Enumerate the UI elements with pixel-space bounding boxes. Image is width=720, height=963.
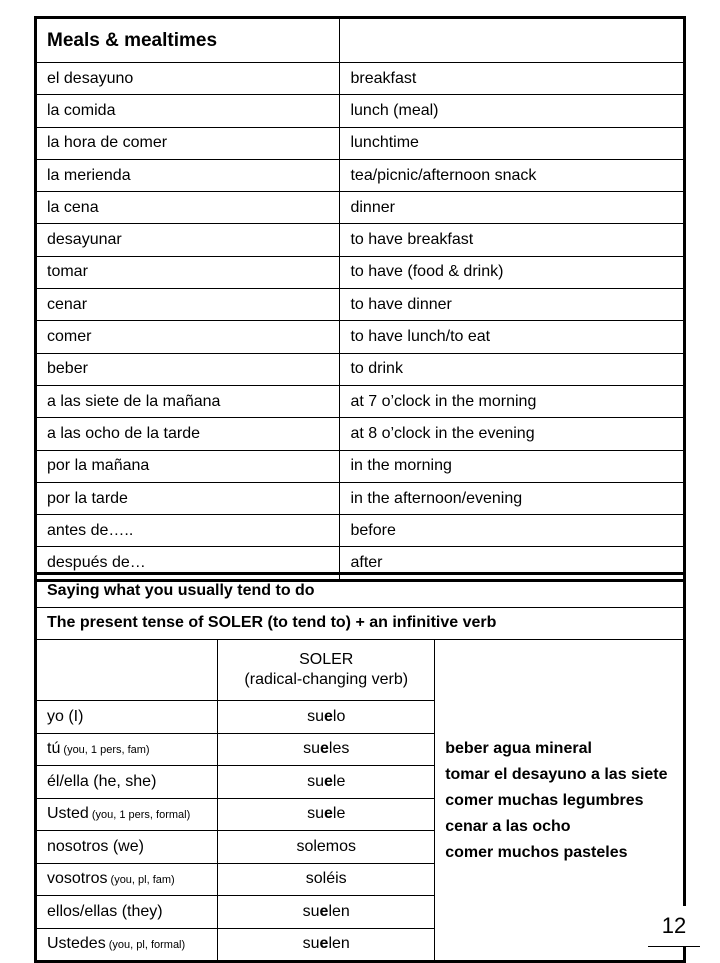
- conjugation-form: [218, 831, 435, 864]
- vocab-spanish: a las ocho de la tarde: [36, 418, 340, 450]
- conjugation-pronoun: [36, 701, 218, 734]
- vocab-spanish: antes de…..: [36, 515, 340, 547]
- example-phrase: tomar el desayuno a las siete: [445, 765, 668, 783]
- pronoun-label: tú: [47, 740, 61, 758]
- form-part: le: [332, 772, 346, 790]
- vocab-row: [36, 224, 685, 256]
- vocab-row: [36, 353, 685, 385]
- form-stem-change: e: [324, 707, 333, 725]
- example-phrase: comer muchos pasteles: [445, 843, 628, 861]
- conjugation-form: [218, 766, 435, 799]
- soler-verb-header: [218, 640, 435, 701]
- conjugation-form: [218, 701, 435, 734]
- pronoun-note: (you, 1 pers, fam): [60, 744, 150, 757]
- conjugation-form: [218, 863, 435, 896]
- vocab-row: [36, 385, 685, 417]
- soler-heading: Saying what you usually tend to do: [36, 574, 685, 608]
- vocab-row: [36, 127, 685, 159]
- vocab-row: [36, 515, 685, 547]
- conjugation-form: [218, 896, 435, 929]
- vocab-english: at 8 o’clock in the evening: [340, 418, 685, 450]
- conjugation-pronoun: [36, 733, 218, 766]
- vocab-header-empty: [340, 18, 685, 63]
- form-stem-change: e: [319, 902, 329, 920]
- form-part: su: [307, 772, 324, 790]
- soler-heading-row: [36, 574, 685, 608]
- vocab-row: [36, 418, 685, 450]
- pronoun-note: (you, pl, fam): [107, 874, 175, 887]
- vocab-english: to have dinner: [340, 289, 685, 321]
- soler-verb-header-empty: [36, 640, 218, 701]
- vocab-spanish: por la tarde: [36, 482, 340, 514]
- form-part: solemos: [296, 837, 357, 855]
- pronoun-label: él/ella (he, she): [47, 772, 157, 790]
- vocab-spanish: la merienda: [36, 159, 340, 191]
- vocab-english: to have (food & drink): [340, 256, 685, 288]
- vocab-spanish: tomar: [36, 256, 340, 288]
- vocab-row: [36, 159, 685, 191]
- conjugation-pronoun: [36, 831, 218, 864]
- form-stem-change: e: [319, 935, 329, 953]
- pronoun-note: (you, pl, formal): [105, 939, 186, 952]
- conjugation-pronoun: [36, 928, 218, 962]
- vocab-english: to have breakfast: [340, 224, 685, 256]
- form-part: len: [328, 935, 350, 953]
- pronoun-label: vosotros: [47, 870, 108, 888]
- vocab-spanish: por la mañana: [36, 450, 340, 482]
- vocab-row: [36, 192, 685, 224]
- pronoun-label: Usted: [47, 805, 89, 823]
- pronoun-label: Ustedes: [47, 935, 106, 953]
- page-number: 12: [648, 906, 700, 947]
- vocab-spanish: a las siete de la mañana: [36, 385, 340, 417]
- soler-table: [34, 572, 686, 963]
- pronoun-note: (you, 1 pers, formal): [88, 809, 191, 822]
- vocab-spanish: el desayuno: [36, 63, 340, 95]
- form-part: su: [307, 805, 324, 823]
- vocab-english: in the morning: [340, 450, 685, 482]
- vocab-table: [34, 16, 686, 582]
- form-stem-change: e: [324, 805, 333, 823]
- vocab-row: [36, 256, 685, 288]
- vocab-english: after: [340, 547, 685, 580]
- vocab-title: Meals & mealtimes: [36, 18, 340, 63]
- vocab-row: [36, 289, 685, 321]
- conjugation-form: [218, 928, 435, 962]
- form-part: su: [302, 902, 320, 920]
- form-stem-change: e: [320, 740, 329, 758]
- vocab-english: to have lunch/to eat: [340, 321, 685, 353]
- vocab-english: lunchtime: [340, 127, 685, 159]
- pronoun-label: yo (I): [47, 707, 84, 725]
- soler-verb-header-line1: SOLER: [299, 651, 354, 668]
- vocab-spanish: cenar: [36, 289, 340, 321]
- conjugation-pronoun: [36, 863, 218, 896]
- vocab-row: [36, 63, 685, 95]
- example-phrase: comer muchas legumbres: [445, 791, 644, 809]
- pronoun-label: nosotros (we): [47, 837, 144, 855]
- vocab-english: before: [340, 515, 685, 547]
- form-part: les: [328, 740, 350, 758]
- form-part: su: [302, 935, 320, 953]
- vocab-row: [36, 450, 685, 482]
- soler-verb-header-row: [36, 640, 685, 701]
- vocab-english: lunch (meal): [340, 95, 685, 127]
- vocab-spanish: la hora de comer: [36, 127, 340, 159]
- form-part: su: [303, 740, 320, 758]
- soler-verb-header-line2: (radical-changing verb): [244, 671, 409, 688]
- conjugation-pronoun: [36, 798, 218, 831]
- pronoun-label: ellos/ellas (they): [47, 902, 163, 920]
- example-phrase: beber agua mineral: [445, 739, 592, 757]
- conjugation-form: [218, 733, 435, 766]
- conjugation-pronoun: [36, 896, 218, 929]
- form-stem-change: e: [324, 772, 333, 790]
- vocab-english: to drink: [340, 353, 685, 385]
- vocab-english: at 7 o’clock in the morning: [340, 385, 685, 417]
- vocab-spanish: después de…: [36, 547, 340, 580]
- vocab-english: in the afternoon/evening: [340, 482, 685, 514]
- vocab-spanish: beber: [36, 353, 340, 385]
- vocab-row: [36, 95, 685, 127]
- vocab-row: [36, 482, 685, 514]
- soler-subheading-row: [36, 607, 685, 640]
- vocab-spanish: la cena: [36, 192, 340, 224]
- vocab-english: breakfast: [340, 63, 685, 95]
- conjugation-form: [218, 798, 435, 831]
- soler-subheading: The present tense of SOLER (to tend to) + an infinitive verb: [36, 607, 685, 640]
- vocab-spanish: desayunar: [36, 224, 340, 256]
- conjugation-pronoun: [36, 766, 218, 799]
- example-phrase: cenar a las ocho: [445, 817, 571, 835]
- vocab-header-row: [36, 18, 685, 63]
- vocab-english: tea/picnic/afternoon snack: [340, 159, 685, 191]
- form-part: le: [332, 805, 346, 823]
- vocab-row: [36, 321, 685, 353]
- form-part: lo: [332, 707, 346, 725]
- form-part: len: [328, 902, 350, 920]
- vocab-spanish: la comida: [36, 95, 340, 127]
- form-part: su: [307, 707, 324, 725]
- vocab-english: dinner: [340, 192, 685, 224]
- vocab-spanish: comer: [36, 321, 340, 353]
- form-part: soléis: [305, 870, 347, 888]
